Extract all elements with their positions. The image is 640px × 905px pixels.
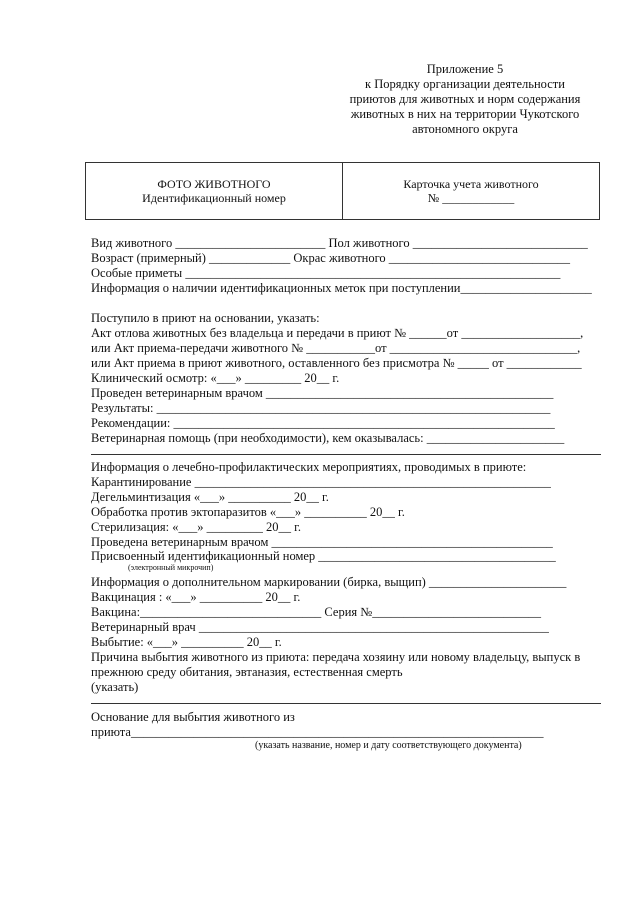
vaccination-line[interactable]: Вакцинация : «___» __________ 20__ г. — [91, 590, 301, 604]
ectoparasite-line[interactable]: Обработка против эктопаразитов «___» __________ 20__ г. — [91, 505, 405, 519]
deworming-line[interactable]: Дегельминтизация «___» __________ 20__ г. — [91, 490, 329, 504]
assigned-id-line[interactable]: Присвоенный идентификационный номер ______________________________________ — [91, 549, 556, 563]
document-note: (указать название, номер и дату соответствующего документа) — [255, 740, 522, 751]
departure-reason-line-2: прежнюю среду обитания, эвтаназия, естественная смерть — [91, 665, 403, 679]
capture-act-line[interactable]: Акт отлова животных без владельца и передачи в приют № ______от ___________________, — [91, 326, 584, 340]
photo-subtitle: Идентификационный номер — [142, 191, 286, 205]
departure-reason-field[interactable] — [91, 703, 601, 704]
vaccine-series-line[interactable]: Вакцина:_____________________________ Серия №___________________________ — [91, 605, 541, 619]
card-title: Карточка учета животного — [403, 177, 539, 191]
recommendations-line[interactable]: Рекомендации: _____________________________________________________________ — [91, 416, 555, 430]
card-cell — [343, 163, 599, 219]
departure-reason-line-1: Причина выбытия животного из приюта: передача хозяину или новому владельцу, выпуск в — [91, 650, 581, 664]
sterilization-vet-line[interactable]: Проведена ветеринарным врачом _____________________________________________ — [91, 535, 553, 549]
card-header-box — [85, 162, 600, 220]
departure-line[interactable]: Выбытие: «___» __________ 20__ г. — [91, 635, 282, 649]
animal-type-line[interactable]: Вид животного ________________________ Пол животного ____________________________ — [91, 236, 588, 250]
photo-title: ФОТО ЖИВОТНОГО — [157, 177, 271, 191]
unattended-act-line[interactable]: или Акт приема в приют животного, оставленного без присмотра № _____ от ____________ — [91, 356, 582, 370]
shelter-basis-line[interactable]: приюта__________________________________________________________________ — [91, 725, 544, 739]
treatment-info-label: Информация о лечебно-профилактических мероприятиях, проводимых в приюте: — [91, 460, 527, 474]
header-line-5: автономного округа — [412, 122, 518, 136]
special-marks-line[interactable]: Особые приметы ____________________________________________________________ — [91, 266, 561, 280]
extra-marking-line[interactable]: Информация о дополнительном маркировании (бирка, выщип) ______________________ — [91, 575, 567, 589]
chip-note: (электронный микрочип) — [128, 563, 214, 572]
sterilization-line[interactable]: Стерилизация: «___» _________ 20__ г. — [91, 520, 301, 534]
section-divider-1 — [91, 454, 601, 455]
transfer-act-line[interactable]: или Акт приема-передачи животного № ___________от ______________________________, — [91, 341, 581, 355]
vet-help-line[interactable]: Ветеринарная помощь (при необходимости), кем оказывалась: ______________________ — [91, 431, 565, 445]
id-marks-line[interactable]: Информация о наличии идентификационных меток при поступлении_____________________ — [91, 281, 592, 295]
header-line-4: животных в них на территории Чукотского — [350, 107, 580, 121]
card-number: № ____________ — [427, 191, 515, 205]
admission-basis-label: Поступило в приют на основании, указать: — [91, 311, 320, 325]
specify-label: (указать) — [91, 680, 139, 694]
header-line-1: Приложение 5 — [426, 62, 504, 76]
quarantine-line[interactable]: Карантинирование _________________________________________________________ — [91, 475, 551, 489]
header-line-3: приютов для животных и норм содержания — [349, 92, 581, 106]
departure-basis-label: Основание для выбытия животного из — [91, 710, 295, 724]
age-color-line[interactable]: Возраст (примерный) _____________ Окрас животного _____________________________ — [91, 251, 571, 265]
vaccine-vet-line[interactable]: Ветеринарный врач ________________________________________________________ — [91, 620, 549, 634]
header-line-2: к Порядку организации деятельности — [365, 77, 565, 91]
photo-cell — [86, 163, 342, 219]
clinical-exam-line[interactable]: Клинический осмотр: «___» _________ 20__ г. — [91, 371, 340, 385]
results-line[interactable]: Результаты: _______________________________________________________________ — [91, 401, 551, 415]
vet-doctor-line[interactable]: Проведен ветеринарным врачом ______________________________________________ — [91, 386, 554, 400]
